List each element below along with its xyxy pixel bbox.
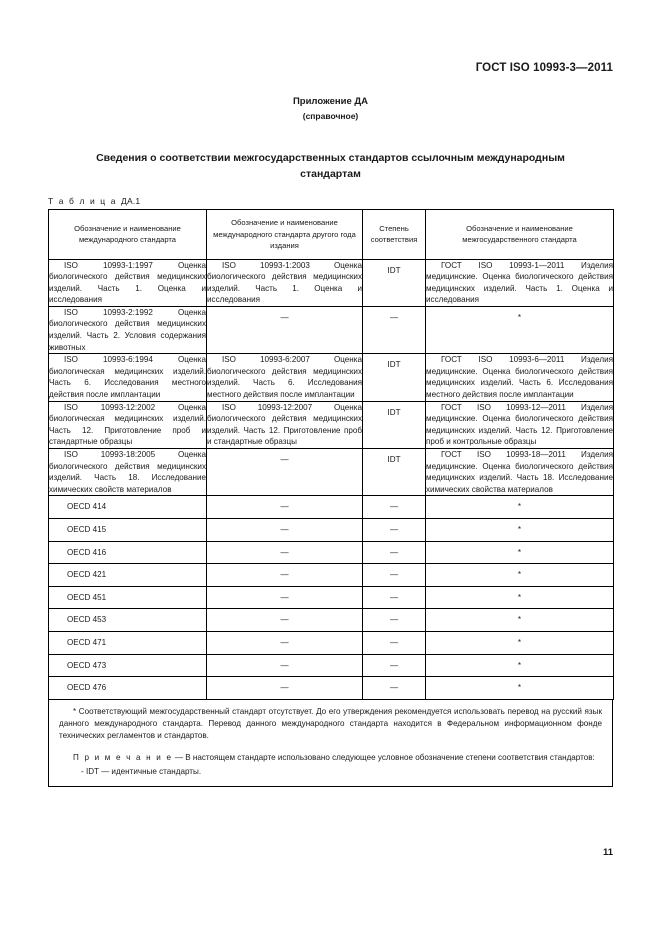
table-remark	[59, 752, 602, 764]
annex-title: Приложение ДА	[292, 96, 369, 107]
cell-degree: —	[363, 518, 426, 541]
cell-interstate-standard: *	[426, 541, 614, 564]
table-row	[49, 354, 614, 401]
table-caption	[48, 196, 140, 206]
table-row	[49, 631, 614, 654]
table-row	[49, 496, 614, 519]
cell-international-standard: OECD 476	[49, 677, 207, 700]
cell-other-year-standard: —	[207, 654, 363, 677]
table-row	[49, 259, 614, 306]
cell-other-year-standard: —	[207, 677, 363, 700]
column-header-degree-of-correspondence: Степень соответствия	[363, 210, 426, 260]
cell-interstate-standard: *	[426, 654, 614, 677]
table-row	[49, 541, 614, 564]
cell-degree: IDT	[363, 259, 426, 306]
table-body	[49, 259, 614, 699]
table-row	[49, 609, 614, 632]
cell-interstate-standard: *	[426, 496, 614, 519]
cell-international-standard: ISO 10993-18:2005 Оценка биологического действия медицинских изделий. Часть 18. Исследование химических свойств материалов	[49, 449, 207, 496]
column-header-interstate-standard: Обозначение и наименование межгосударственного стандарта	[426, 210, 614, 260]
cell-interstate-standard: *	[426, 518, 614, 541]
cell-other-year-standard: —	[207, 449, 363, 496]
table-row	[49, 586, 614, 609]
table-notes-block	[48, 700, 613, 787]
remark-text: — В настоящем стандарте использовано следующее условное обозначение степени соответствия стандартов:	[172, 753, 595, 763]
cell-degree: —	[363, 496, 426, 519]
page-number: 11	[602, 847, 613, 858]
cell-international-standard: ISO 10993-2:1992 Оценка биологического действия медицинских изделий. Часть 2. Условия содержания животных	[49, 306, 207, 353]
cell-other-year-standard: —	[207, 496, 363, 519]
cell-interstate-standard: ГОСТ ISO 10993-1—2011 Изделия медицинские. Оценка биологического действия медицинских изделий. Часть 1. Оценка и исследования	[426, 259, 614, 306]
page-title: Сведения о соответствии межгосударственных стандартов ссылочным международным стандартам	[96, 152, 565, 180]
cell-international-standard: OECD 416	[49, 541, 207, 564]
cell-international-standard: OECD 453	[49, 609, 207, 632]
cell-other-year-standard: —	[207, 631, 363, 654]
cell-other-year-standard: —	[207, 541, 363, 564]
cell-international-standard: ISO 10993-1:1997 Оценка биологического действия медицинских изделий. Часть 1. Оценка и исследования	[49, 259, 207, 306]
cell-international-standard: ISO 10993-12:2002 Оценка биологическая медицинских изделий. Часть 12. Приготовление проб и стандартные образцы	[49, 401, 207, 448]
cell-international-standard: OECD 451	[49, 586, 207, 609]
correspondence-table	[48, 209, 614, 700]
cell-other-year-standard: ISO 10993-6:2007 Оценка биологического действия медицинских изделий. Часть 6. Исследования местного действия после имплантации	[207, 354, 363, 401]
annex-heading-block	[0, 94, 661, 124]
table-row	[49, 306, 614, 353]
table-row	[49, 564, 614, 587]
cell-interstate-standard: ГОСТ ISO 10993-12—2011 Изделия медицинские. Оценка биологического действия медицинских изделий. Часть 12. Приготовление проб и контрольные образцы	[426, 401, 614, 448]
cell-interstate-standard: *	[426, 631, 614, 654]
cell-interstate-standard: ГОСТ ISO 10993-18—2011 Изделия медицинские. Оценка биологического действия медицинских изделий. Часть 18. Исследование химических свойства материалов	[426, 449, 614, 496]
cell-interstate-standard: *	[426, 306, 614, 353]
cell-interstate-standard: ГОСТ ISO 10993-6—2011 Изделия медицинские. Оценка биологического действия медицинских изделий. Часть 6. Исследования местного действия после имплантации	[426, 354, 614, 401]
cell-degree: —	[363, 541, 426, 564]
cell-international-standard: OECD 471	[49, 631, 207, 654]
table-row	[49, 677, 614, 700]
cell-other-year-standard: —	[207, 306, 363, 353]
annex-subtitle: (справочное)	[302, 111, 359, 121]
cell-interstate-standard: *	[426, 677, 614, 700]
cell-international-standard: OECD 415	[49, 518, 207, 541]
cell-interstate-standard: *	[426, 586, 614, 609]
remark-label: П р и м е ч а н и е	[73, 753, 173, 763]
cell-other-year-standard: —	[207, 586, 363, 609]
table-header-row	[49, 210, 614, 260]
cell-international-standard: ISO 10993-6:1994 Оценка биологическая медицинских изделий. Часть 6. Исследования местного действия после имплантации	[49, 354, 207, 401]
cell-international-standard: OECD 414	[49, 496, 207, 519]
column-header-international-standard: Обозначение и наименование международного стандарта	[49, 210, 207, 260]
cell-degree: —	[363, 306, 426, 353]
cell-degree: IDT	[363, 401, 426, 448]
cell-interstate-standard: *	[426, 564, 614, 587]
cell-degree: —	[363, 654, 426, 677]
table-row	[49, 654, 614, 677]
correspondence-table-wrapper	[48, 209, 613, 787]
cell-other-year-standard: —	[207, 609, 363, 632]
running-head: ГОСТ ISO 10993-3—2011	[475, 62, 613, 74]
cell-other-year-standard: ISO 10993-12:2007 Оценка биологического действия медицинских изделий. Часть 12. Приготовление проб и стандартные образцы	[207, 401, 363, 448]
table-row	[49, 449, 614, 496]
cell-international-standard: OECD 421	[49, 564, 207, 587]
cell-international-standard: OECD 473	[49, 654, 207, 677]
cell-degree: —	[363, 631, 426, 654]
table-caption-word: Т а б л и ц а	[48, 196, 118, 206]
cell-degree: —	[363, 677, 426, 700]
cell-degree: —	[363, 586, 426, 609]
cell-degree: —	[363, 564, 426, 587]
cell-degree: —	[363, 609, 426, 632]
table-row	[49, 518, 614, 541]
table-row	[49, 401, 614, 448]
cell-other-year-standard: ISO 10993-1:2003 Оценка биологического действия медицинских изделий. Часть 1. Оценка и исследования	[207, 259, 363, 306]
cell-interstate-standard: *	[426, 609, 614, 632]
column-header-other-year-standard: Обозначение и наименование международного стандарта другого года издания	[207, 210, 363, 260]
remark-idt-line: - IDT — идентичные стандарты.	[81, 766, 202, 776]
cell-other-year-standard: —	[207, 564, 363, 587]
table-caption-number: ДА.1	[121, 196, 141, 206]
cell-degree: IDT	[363, 449, 426, 496]
table-footnote: * Соответствующий межгосударственный стандарт отсутствует. До его утверждения рекомендуется использовать перевод на русский язык данного международного стандарта. Перевод данного международного стандарта находится в Федеральном информационном фонде технических регламентов и стандартов.	[59, 706, 602, 741]
cell-other-year-standard: —	[207, 518, 363, 541]
cell-degree: IDT	[363, 354, 426, 401]
